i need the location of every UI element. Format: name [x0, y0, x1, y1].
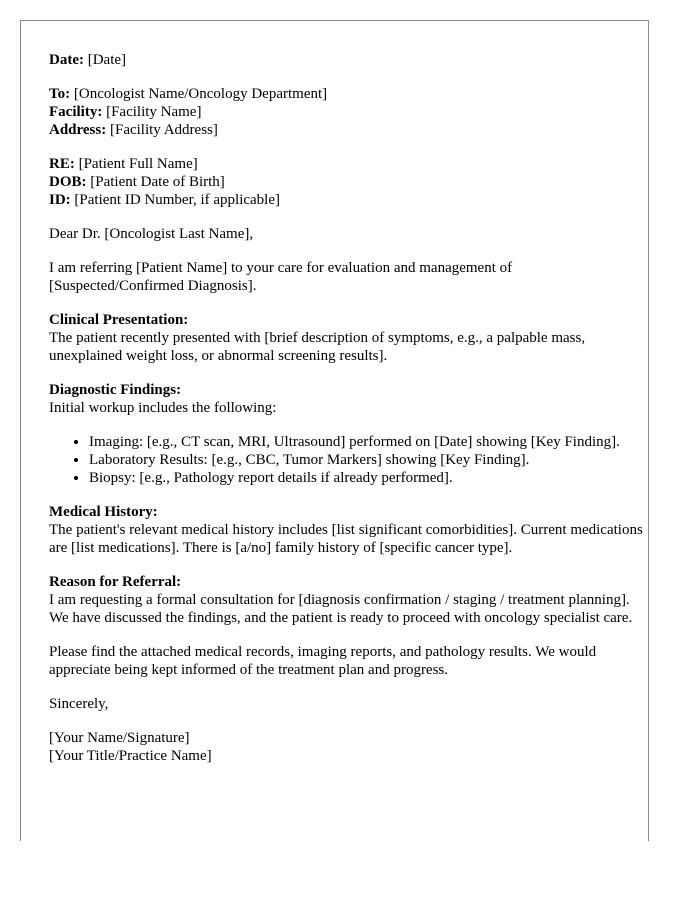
- dob-line: [49, 173, 648, 191]
- list-item: • Imaging: [e.g., CT scan, MRI, Ultrasound] performed on [Date] showing [Key Finding].: [89, 433, 648, 451]
- reason-text: I am requesting a formal consultation for [diagnosis confirmation / staging / treatment planning]. We have discussed the findings, and the patient is ready to proceed with oncology specialist care.: [49, 592, 633, 626]
- salutation: Dear Dr. [Oncologist Last Name],: [49, 226, 254, 242]
- diagnostic-text: Initial workup includes the following:: [49, 400, 277, 416]
- reason-section: [49, 573, 648, 627]
- clinical-section: [49, 311, 648, 365]
- address-line: [49, 121, 648, 139]
- signature-title: [Your Title/Practice Name]: [49, 748, 212, 764]
- id-line: [49, 191, 648, 209]
- signature-block: [49, 729, 648, 765]
- dob-label: DOB:: [49, 174, 87, 190]
- date-label: Date:: [49, 52, 84, 68]
- signature-name: [Your Name/Signature]: [49, 730, 190, 746]
- history-section: [49, 503, 648, 557]
- signoff: Sincerely,: [49, 696, 109, 712]
- referral-letter: [20, 20, 649, 841]
- date-value: [Date]: [83, 52, 127, 68]
- diagnostic-list: [49, 433, 648, 487]
- facility-label: Facility:: [49, 104, 103, 120]
- clinical-heading: Clinical Presentation:: [49, 312, 189, 328]
- list-item: • Laboratory Results: [e.g., CBC, Tumor Markers] showing [Key Finding].: [89, 451, 648, 469]
- dob-value: [Patient Date of Birth]: [86, 174, 225, 190]
- patient-block: [49, 155, 648, 209]
- facility-line: [49, 103, 648, 121]
- re-line: [49, 155, 648, 173]
- clinical-text: The patient recently presented with [brief description of symptoms, e.g., a palpable mass, unexplained weight loss, or abnormal screening results].: [49, 330, 586, 364]
- diagnostic-heading: Diagnostic Findings:: [49, 382, 182, 398]
- list-item: • Biopsy: [e.g., Pathology report details if already performed].: [89, 469, 648, 487]
- diagnostic-section: [49, 381, 648, 487]
- recipient-block: [49, 85, 648, 139]
- address-value: [Facility Address]: [106, 122, 218, 138]
- to-line: [49, 85, 648, 103]
- facility-value: [Facility Name]: [102, 104, 202, 120]
- to-value: [Oncologist Name/Oncology Department]: [70, 86, 328, 102]
- history-text: The patient's relevant medical history includes [list significant comorbidities]. Current medications are [list medications]. There is [a/no] family history of [specific cancer type].: [49, 522, 643, 556]
- date-line: [49, 51, 648, 69]
- re-label: RE:: [49, 156, 75, 172]
- closing-paragraph: Please find the attached medical records, imaging reports, and pathology results. We would appreciate being kept informed of the treatment plan and progress.: [49, 644, 597, 678]
- to-label: To:: [49, 86, 71, 102]
- re-value: [Patient Full Name]: [74, 156, 198, 172]
- id-label: ID:: [49, 192, 71, 208]
- history-heading: Medical History:: [49, 504, 158, 520]
- address-label: Address:: [49, 122, 107, 138]
- intro-paragraph: I am referring [Patient Name] to your care for evaluation and management of [Suspected/Confirmed Diagnosis].: [49, 260, 513, 294]
- id-value: [Patient ID Number, if applicable]: [70, 192, 280, 208]
- reason-heading: Reason for Referral:: [49, 574, 182, 590]
